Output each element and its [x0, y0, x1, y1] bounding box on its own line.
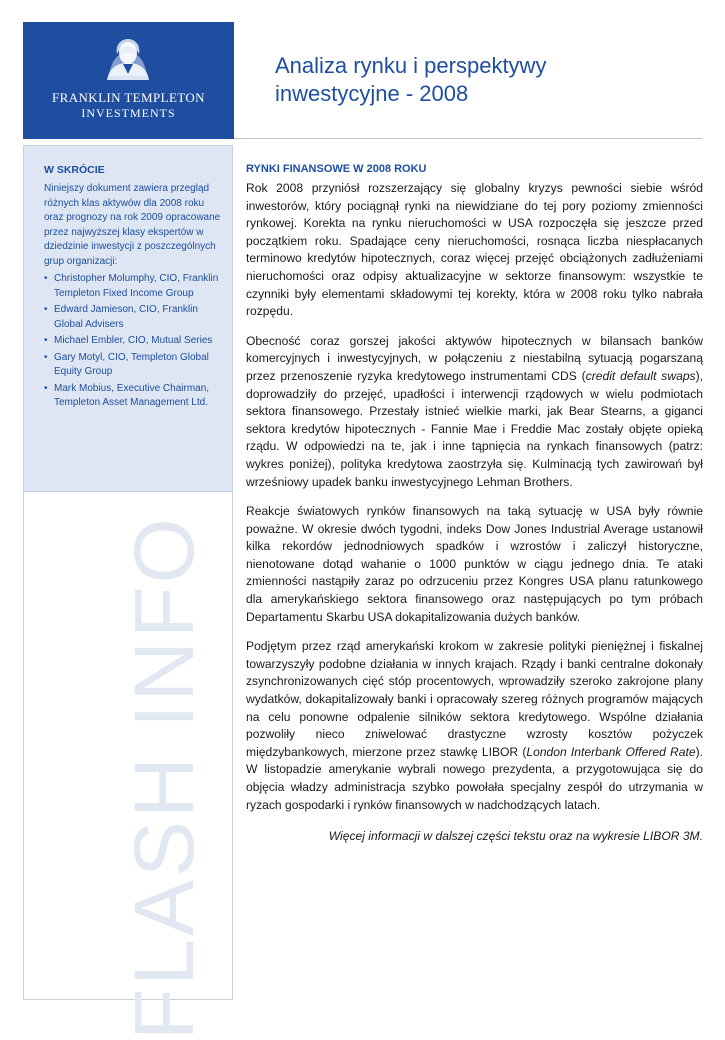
paragraph-2-text-a: Obecność coraz gorszej jakości aktywów hipotecznych w bilansach banków komercyjnych i inwestycyjnych, w połączeniu z niestabilną sytuacją pogarszaną przez przenoszenie ryzyka kredytowego instrumentami CDS (: [246, 333, 703, 383]
cds-term: credit default swaps: [585, 368, 696, 383]
franklin-templeton-logo: [23, 22, 234, 139]
paragraph-2-text-b: ), doprowadziły do przejęć, upadłości i interwencji rządowych w wielu podmiotach sektora finansowego. Przestały istnieć wielkie marki, jak Bear Stearns, a giganci sektora kredytów hipotecznych - Fannie Mae i Freddie Mac zostały objęte opieką rządu. W odpowiedzi na te, jak i inne tąpnięcia na rynkach finansowych (patrz: wykres poniżej), polityka kredytowa zaostrzyła się. Kulminacją tych zawirowań był wrześniowy upadek banku inwestycyjnego Lehman Brothers.: [246, 368, 703, 489]
summary-heading: W SKRÓCIE: [44, 164, 105, 176]
logo-text-line2: INVESTMENTS: [81, 106, 176, 120]
expert-item: • Mark Mobius, Executive Chairman, Templeton Asset Management Ltd.: [44, 382, 224, 411]
main-article: [246, 163, 703, 858]
flash-info-watermark: [40, 515, 211, 1040]
paragraph-4-text-a: Podjętym przez rząd amerykański krokom w zakresie polityki pieniężnej i fiskalnej towarzyszyły podobne działania w innych krajach. Rządy i banki centralne dokonały zsynchronizowanych cięć stóp procentowych, wprowadziły szeroko zakrojone plany wydatków, dokapitalizowały banki i opracowały szereg różnych programów mających na celu ponowne odpalenie silników sektora kredytowego. Wspólne działania pozwoliły nieco zniwelować drastyczne wzrosty kosztów pożyczek międzybankowych, mierzone przez stawkę LIBOR (: [246, 639, 703, 759]
libor-term: London Interbank Offered Rate: [526, 744, 696, 759]
paragraph-3: Reakcje światowych rynków finansowych na taką sytuację w USA były równie poważne. W okresie dwóch tygodni, indeks Dow Jones Industrial Average ustanowił kilka rekordów jednodniowych spadków i wzrostów i zaliczył historyczne, nienotowane dotąd wahanie o 1000 punktów w ciągu jednego dnia. Te ataki zmienności nastąpiły zaraz po odrzuceniu przez Kongres USA planu ratunkowego dla amerykańskiego sektora finansowego oraz następujących po tym próbach Departamentu Skarbu USA dokapitalizowania dużych banków.: [246, 504, 703, 624]
expert-item: • Michael Embler, CIO, Mutual Series: [44, 334, 224, 349]
closing-note: Więcej informacji w dalszej części tekstu oraz na wykresie LIBOR 3M.: [328, 829, 703, 844]
paragraph-4-text-b: ). W listopadzie amerykanie wybrali nowego prezydenta, a przygotowująca się do objęcia władzy administracja szybko powołała specjalny zespół do utrzymania w ryzach gospodarki i rynków finansowych w nadchodzących latach.: [246, 744, 703, 812]
experts-list: [44, 272, 224, 411]
section-heading: RYNKI FINANSOWE W 2008 ROKU: [246, 163, 427, 175]
expert-item: • Christopher Molumphy, CIO, Franklin Templeton Fixed Income Group: [44, 272, 224, 301]
watermark-text: FLASH INFO: [117, 515, 211, 1040]
page-title-line2: inwestycyjne - 2008: [275, 81, 469, 106]
summary-box: [23, 145, 233, 492]
paragraph-4: [246, 638, 703, 814]
summary-intro: Niniejszy dokument zawiera przegląd różnych klas aktywów dla 2008 roku oraz prognozy na rok 2009 opracowane przez najwyższej klasy ekspertów w dziedzinie inwestycji z poszczególnych grup organizacji:: [44, 183, 221, 267]
header-divider: [234, 138, 702, 139]
franklin-portrait-icon: [105, 36, 151, 82]
paragraph-2: [246, 333, 703, 491]
page-title-line1: Analiza rynku i perspektywy: [275, 53, 547, 78]
logo-text-line1: FRANKLIN TEMPLETON: [52, 90, 205, 105]
expert-item: • Gary Motyl, CIO, Templeton Global Equity Group: [44, 351, 224, 380]
page-title: [275, 52, 675, 108]
expert-item: • Edward Jamieson, CIO, Franklin Global Advisers: [44, 303, 224, 332]
paragraph-1: Rok 2008 przyniósł rozszerzający się globalny kryzys pewności siebie wśród inwestorów, który pociągnął rynki na niewidziane do tej pory poziomy zmienności rynkowej. Korekta na rynku nieruchomości w USA rozpoczęła się jeszcze przed początkiem roku. Spadające ceny nieruchomości, rosnąca liczba niespłacanych terminowo kredytów hipotecznych, coraz więcej przejęć obciążonych zadłużeniami nieruchomości oraz odpisy aktualizacyjne w sektorze finansowym: wszystkie te czynniki były elementami składowymi tej korekty, która w 2008 roku tylko nabrała rozpędu.: [246, 181, 703, 319]
